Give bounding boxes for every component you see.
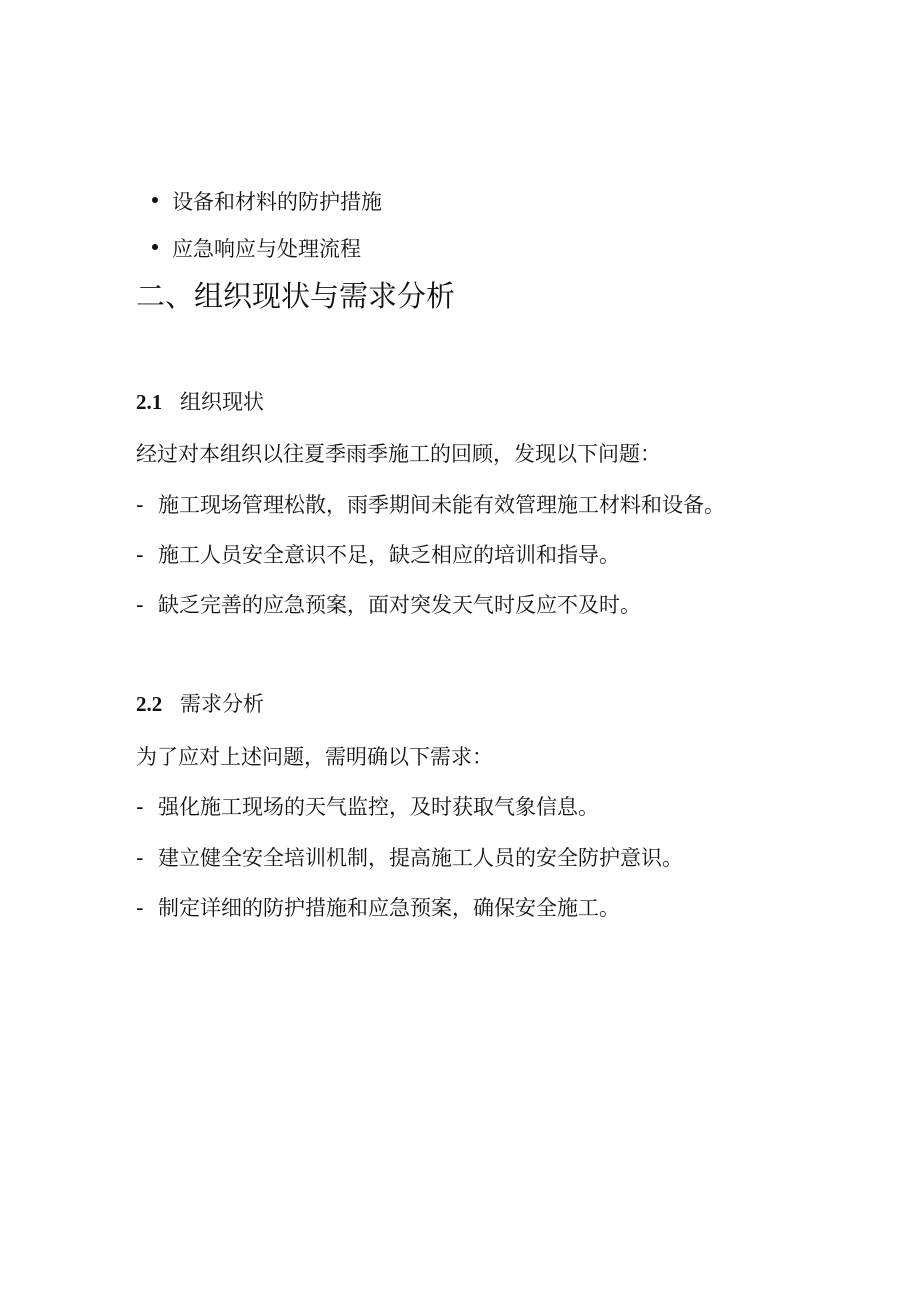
list-item: [136, 892, 620, 924]
bullet-dot-icon: [152, 197, 158, 203]
intro-paragraph: 为了应对上述问题，需明确以下需求：: [136, 745, 493, 769]
subsection-number: 2.1: [136, 390, 163, 414]
dash-marker: -: [136, 896, 144, 920]
intro-paragraph: 经过对本组织以往夏季雨季施工的回顾，发现以下问题：: [136, 442, 661, 466]
section-title: 二、组织现状与需求分析: [136, 279, 456, 313]
bullet-item: [152, 186, 382, 218]
dash-marker: -: [136, 846, 144, 870]
dash-marker: -: [136, 795, 144, 819]
subsection-title: 组织现状: [180, 390, 264, 414]
list-item: [136, 589, 641, 621]
list-item: [136, 791, 599, 823]
subsection-heading-2-1: [136, 387, 264, 417]
list-item: [136, 842, 683, 874]
list-item-text: 强化施工现场的天气监控，及时获取气象信息。: [158, 795, 599, 819]
bullet-item: [152, 233, 382, 265]
list-item: [136, 489, 725, 521]
subsection-title: 需求分析: [180, 692, 264, 716]
list-item: [136, 539, 620, 571]
list-item-text: 施工人员安全意识不足，缺乏相应的培训和指导。: [158, 543, 620, 567]
bullet-dot-icon: [152, 244, 158, 250]
subsection-number: 2.2: [136, 692, 163, 716]
list-item-text: 缺乏完善的应急预案，面对突发天气时反应不及时。: [158, 593, 641, 617]
bullet-text: 设备和材料的防护措施: [172, 190, 382, 214]
list-item-text: 制定详细的防护措施和应急预案，确保安全施工。: [158, 896, 620, 920]
list-item-text: 施工现场管理松散，雨季期间未能有效管理施工材料和设备。: [158, 493, 725, 517]
subsection-heading-2-2: [136, 689, 264, 719]
dash-marker: -: [136, 543, 144, 567]
dash-marker: -: [136, 493, 144, 517]
list-item-text: 建立健全安全培训机制，提高施工人员的安全防护意识。: [158, 846, 683, 870]
bullet-list: [152, 186, 382, 280]
bullet-text: 应急响应与处理流程: [172, 237, 361, 261]
dash-marker: -: [136, 593, 144, 617]
